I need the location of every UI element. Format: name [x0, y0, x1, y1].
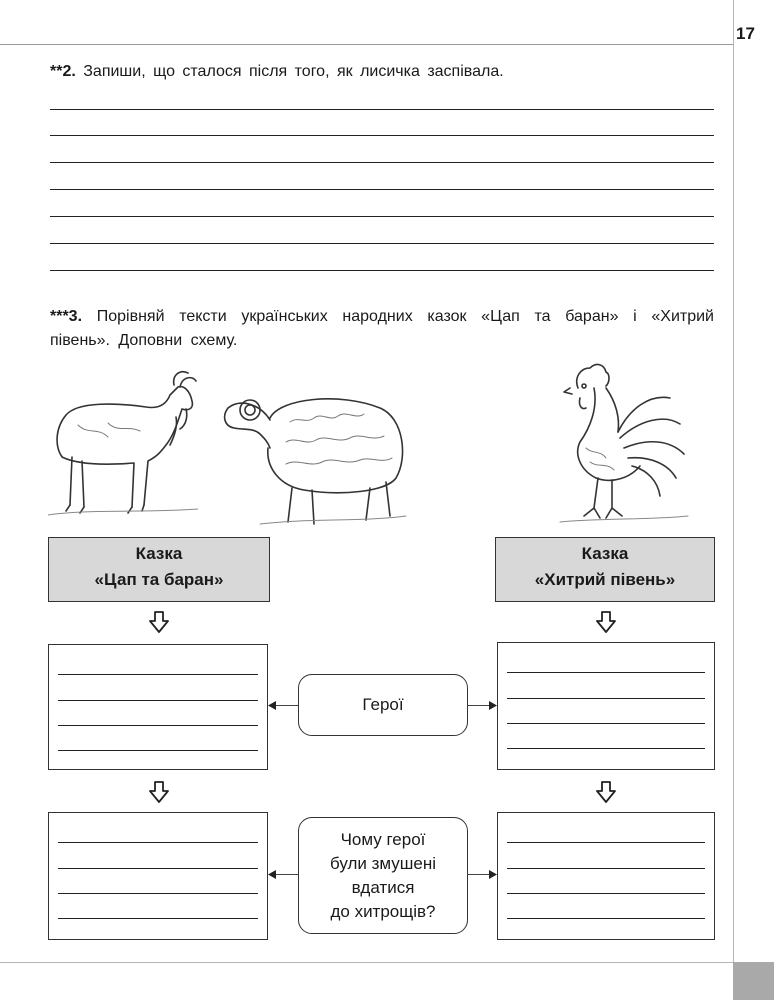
writing-line[interactable] [50, 243, 714, 244]
writing-line[interactable] [58, 750, 258, 751]
writing-line[interactable] [58, 868, 258, 869]
answer-box-left-1[interactable] [48, 644, 268, 770]
tale-title-left [48, 537, 270, 602]
task-2-prompt [50, 60, 504, 84]
arrow-down-icon [595, 781, 617, 803]
arrow-down-icon [148, 611, 170, 633]
tale-title-right [495, 537, 715, 602]
writing-line[interactable] [58, 700, 258, 701]
writing-line[interactable] [58, 842, 258, 843]
question-box [298, 817, 468, 934]
tale-label: Казка [581, 544, 629, 563]
task-3-text: Порівняй тексти українських народних казок «Цап та баран» і «Хитрий півень». Доповни схему. [50, 308, 714, 349]
writing-line[interactable] [507, 672, 705, 673]
writing-line[interactable] [50, 270, 714, 271]
question-text [330, 828, 436, 924]
goat-illustration [48, 365, 198, 525]
writing-line[interactable] [507, 868, 705, 869]
tale-name: «Цап та баран» [94, 570, 224, 589]
margin-rule [733, 0, 734, 962]
writing-line[interactable] [50, 189, 714, 190]
task-3-prompt [50, 305, 714, 353]
header-rule [0, 44, 733, 45]
task-2-marker: **2. [50, 63, 76, 80]
writing-line[interactable] [50, 216, 714, 217]
answer-box-left-2[interactable] [48, 812, 268, 940]
arrow-left-icon [268, 701, 276, 710]
question-line: Чому герої [340, 829, 426, 849]
footer-rule [0, 962, 774, 963]
writing-line[interactable] [50, 162, 714, 163]
page-number: 17 [736, 24, 755, 43]
writing-line[interactable] [58, 918, 258, 919]
rooster-illustration [540, 358, 690, 530]
arrow-right-icon [489, 870, 497, 879]
arrow-down-icon [148, 781, 170, 803]
answer-box-right-1[interactable] [497, 642, 715, 770]
task-3-marker: ***3. [50, 308, 83, 325]
question-line: вдатися [351, 877, 415, 897]
page-tab [733, 962, 774, 1000]
tale-label: Казка [135, 544, 183, 563]
writing-line[interactable] [507, 748, 705, 749]
writing-line[interactable] [50, 135, 714, 136]
arrow-left-icon [268, 870, 276, 879]
writing-line[interactable] [507, 842, 705, 843]
question-line: до хитрощів? [330, 901, 436, 921]
question-line: були змушені [329, 853, 437, 873]
heroes-label: Герої [362, 695, 404, 714]
tale-name: «Хитрий півень» [534, 570, 676, 589]
arrow-right-icon [489, 701, 497, 710]
writing-line[interactable] [58, 725, 258, 726]
task-2-text: Запиши, що сталося після того, як лисичка заспівала. [83, 63, 504, 80]
writing-line[interactable] [507, 893, 705, 894]
writing-line[interactable] [58, 674, 258, 675]
writing-line[interactable] [58, 893, 258, 894]
heroes-box [298, 674, 468, 736]
writing-line[interactable] [507, 918, 705, 919]
writing-line[interactable] [507, 723, 705, 724]
writing-line[interactable] [507, 698, 705, 699]
arrow-down-icon [595, 611, 617, 633]
answer-box-right-2[interactable] [497, 812, 715, 940]
ram-illustration [220, 378, 410, 528]
writing-line[interactable] [50, 109, 714, 110]
